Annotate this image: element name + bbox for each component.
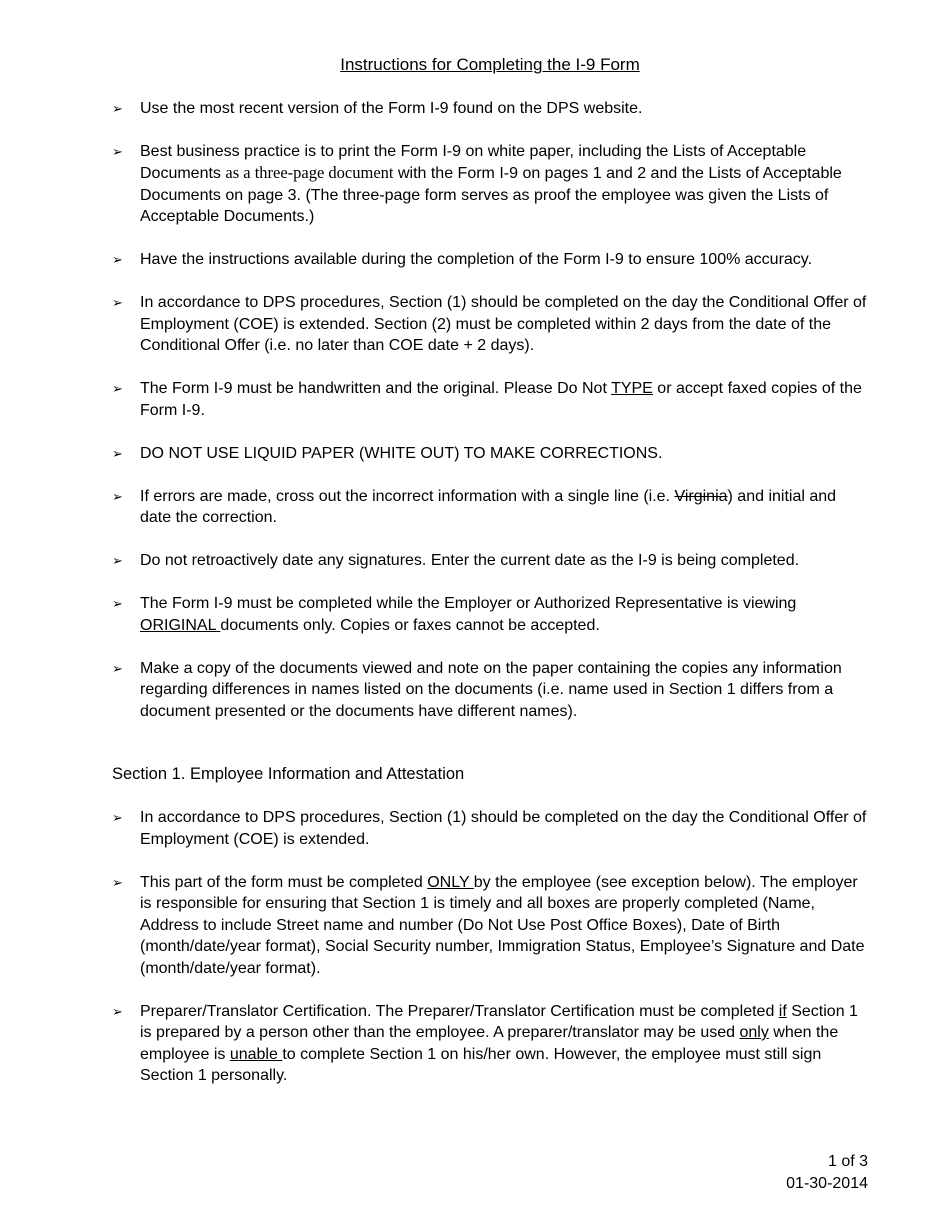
arrow-bullet-icon: ➢ [112,874,123,890]
bullet-text: Preparer/Translator Certification. The Preparer/Translator Certification must be completed if Section 1 is prepared by a person other than the employee. A preparer/translator may be used only when the employee is unable to complete Section 1 on his/her own. However, the employee must still sign Section 1 personally. [140,1002,858,1084]
arrow-bullet-icon: ➢ [112,1003,123,1019]
arrow-bullet-icon: ➢ [112,381,123,396]
bullet-item [112,98,868,120]
bullet-item [112,443,868,465]
bullet-item [112,486,868,529]
bullet-text: Use the most recent version of the Form I-9 found on the DPS website. [140,99,643,117]
bullet-text: The Form I-9 must be completed while the Employer or Authorized Representative is viewing ORIGINAL documents only. Copies or faxes cannot be accepted. [140,595,797,634]
bullet-text: This part of the form must be completed ONLY by the employee (see exception below). The employer is responsible for ensuring that Section 1 is timely and all boxes are properly completed (Name, Address to include Street name and number (Do Not Use Post Office Boxes), Date of Birth (month/date/year format), Social Security number, Immigration Status, Employee’s Signature and Date (month/date/year format). [140,873,865,977]
bullet-item [112,593,868,636]
section1-heading: Section 1. Employee Information and Attestation [112,765,465,783]
bullet-text: Best business practice is to print the Form I-9 on white paper, including the Lists of Acceptable Documents as a three-page document with the Form I-9 on pages 1 and 2 and the Lists of Acceptable Documents on page 3. (The three-page form serves as proof the employee was given the Lists of Acceptable Documents.) [140,142,842,225]
arrow-bullet-icon: ➢ [112,445,123,461]
page-title: Instructions for Completing the I-9 Form [340,55,640,74]
arrow-bullet-icon: ➢ [112,100,123,116]
arrow-bullet-icon: ➢ [112,810,123,825]
footer-date: 01-30-2014 [786,1174,868,1192]
bullet-text: In accordance to DPS procedures, Section (1) should be completed on the day the Conditional Offer of Employment (COE) is extended. Section (2) must be completed within 2 days from the date of the Conditional Offer (i.e. no later than COE date + 2 days). [140,294,867,354]
page-number: 1 of 3 [827,1153,868,1170]
bullet-text: The Form I-9 must be handwritten and the original. Please Do Not TYPE or accept faxed copies of the Form I-9. [140,380,862,419]
arrow-bullet-icon: ➢ [112,295,123,310]
bullet-item [112,378,868,421]
bullet-text: Make a copy of the documents viewed and note on the paper containing the copies any information regarding differences in names listed on the documents (i.e. name used in Section 1 differs from a document presented or the documents have different names). [140,659,842,720]
bullet-item [112,658,868,723]
bullet-text: DO NOT USE LIQUID PAPER (WHITE OUT) TO MAKE CORRECTIONS. [140,444,663,462]
bullet-text: Do not retroactively date any signatures. Enter the current date as the I-9 is being completed. [140,552,800,569]
bullet-text: In accordance to DPS procedures, Section (1) should be completed on the day the Conditional Offer of Employment (COE) is extended. [140,809,867,848]
arrow-bullet-icon: ➢ [112,143,123,159]
bullet-text: Have the instructions available during the completion of the Form I-9 to ensure 100% accuracy. [140,251,813,268]
arrow-bullet-icon: ➢ [112,553,123,568]
page-footer [786,1151,868,1194]
arrow-bullet-icon: ➢ [112,596,123,611]
bullet-item [112,249,868,271]
bullet-list-main [112,98,868,723]
bullet-item [112,141,868,228]
bullet-item [112,872,868,980]
bullet-list-section1 [112,807,868,1087]
bullet-item [112,292,868,357]
arrow-bullet-icon: ➢ [112,660,123,676]
arrow-bullet-icon: ➢ [112,488,123,504]
bullet-item [112,807,868,850]
bullet-text: If errors are made, cross out the incorrect information with a single line (i.e. Virginia) and initial and date the correction. [140,487,837,526]
bullet-item [112,550,868,572]
arrow-bullet-icon: ➢ [112,252,123,267]
bullet-item [112,1001,868,1087]
